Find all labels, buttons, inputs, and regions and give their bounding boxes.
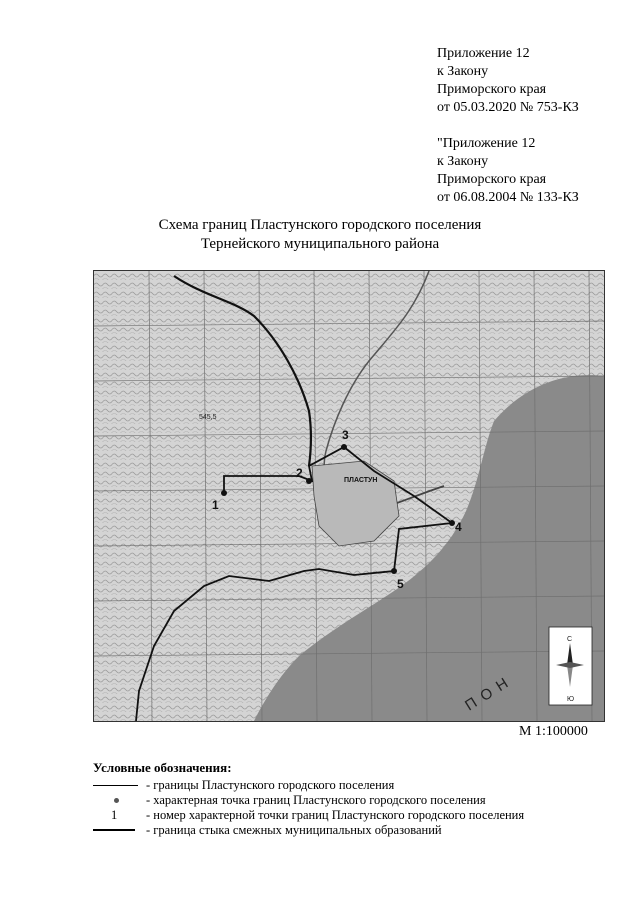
annex-line: к Закону — [437, 154, 489, 169]
legend — [93, 760, 525, 838]
annex-line: "Приложение 12 — [437, 136, 536, 151]
point-2-label: 2 — [296, 466, 303, 480]
legend-text: - характерная точка границ Пластунского городского поселения — [146, 793, 486, 807]
legend-title: Условные обозначения: — [93, 760, 232, 775]
point-1-label: 1 — [212, 498, 219, 512]
legend-symbol-thick-line — [93, 823, 138, 838]
annex-line: от 06.08.2004 № 133-КЗ — [437, 190, 579, 205]
annex-line: Приложение 12 — [437, 46, 530, 61]
point-4-label: 4 — [455, 520, 462, 534]
legend-symbol-number: 1 — [111, 808, 118, 822]
elevation-label: 545,5 — [199, 414, 217, 421]
compass-south-label: Ю — [567, 696, 575, 703]
map-title — [0, 216, 640, 254]
legend-symbol-thin-line — [93, 778, 138, 793]
point-3-label: 3 — [342, 428, 349, 442]
map-scale: М 1:100000 — [519, 724, 588, 739]
topographic-map — [93, 270, 605, 722]
annex-line: Приморского края — [437, 172, 547, 187]
legend-symbol-dot — [93, 793, 138, 808]
legend-item-boundary — [93, 778, 395, 793]
annex-line: к Закону — [437, 64, 489, 79]
annex-line: от 05.03.2020 № 753-КЗ — [437, 100, 579, 115]
point-1-marker — [221, 490, 227, 496]
title-line-1: Схема границ Пластунского городского поселения — [158, 217, 482, 233]
annex-header — [437, 45, 579, 207]
compass-north-label: С — [567, 636, 573, 643]
legend-item-number — [93, 808, 525, 823]
legend-item-point — [93, 793, 486, 808]
legend-text: - граница стыка смежных муниципальных образований — [146, 823, 442, 837]
legend-text: - номер характерной точки границ Пластунского городского поселения — [146, 808, 525, 822]
point-5-label: 5 — [397, 577, 404, 591]
legend-text: - границы Пластунского городского поселения — [146, 778, 395, 792]
annex-line: Приморского края — [437, 82, 547, 97]
legend-item-joint-boundary — [93, 823, 442, 838]
settlement-label: ПЛАСТУН — [344, 477, 378, 484]
sea-label: ПОН — [462, 671, 518, 715]
point-5-marker — [391, 568, 397, 574]
compass-rose — [549, 627, 592, 705]
point-2-marker — [306, 478, 312, 484]
map-svg — [94, 271, 604, 721]
title-line-2: Тернейского муниципального района — [200, 236, 440, 252]
point-3-marker — [341, 444, 347, 450]
